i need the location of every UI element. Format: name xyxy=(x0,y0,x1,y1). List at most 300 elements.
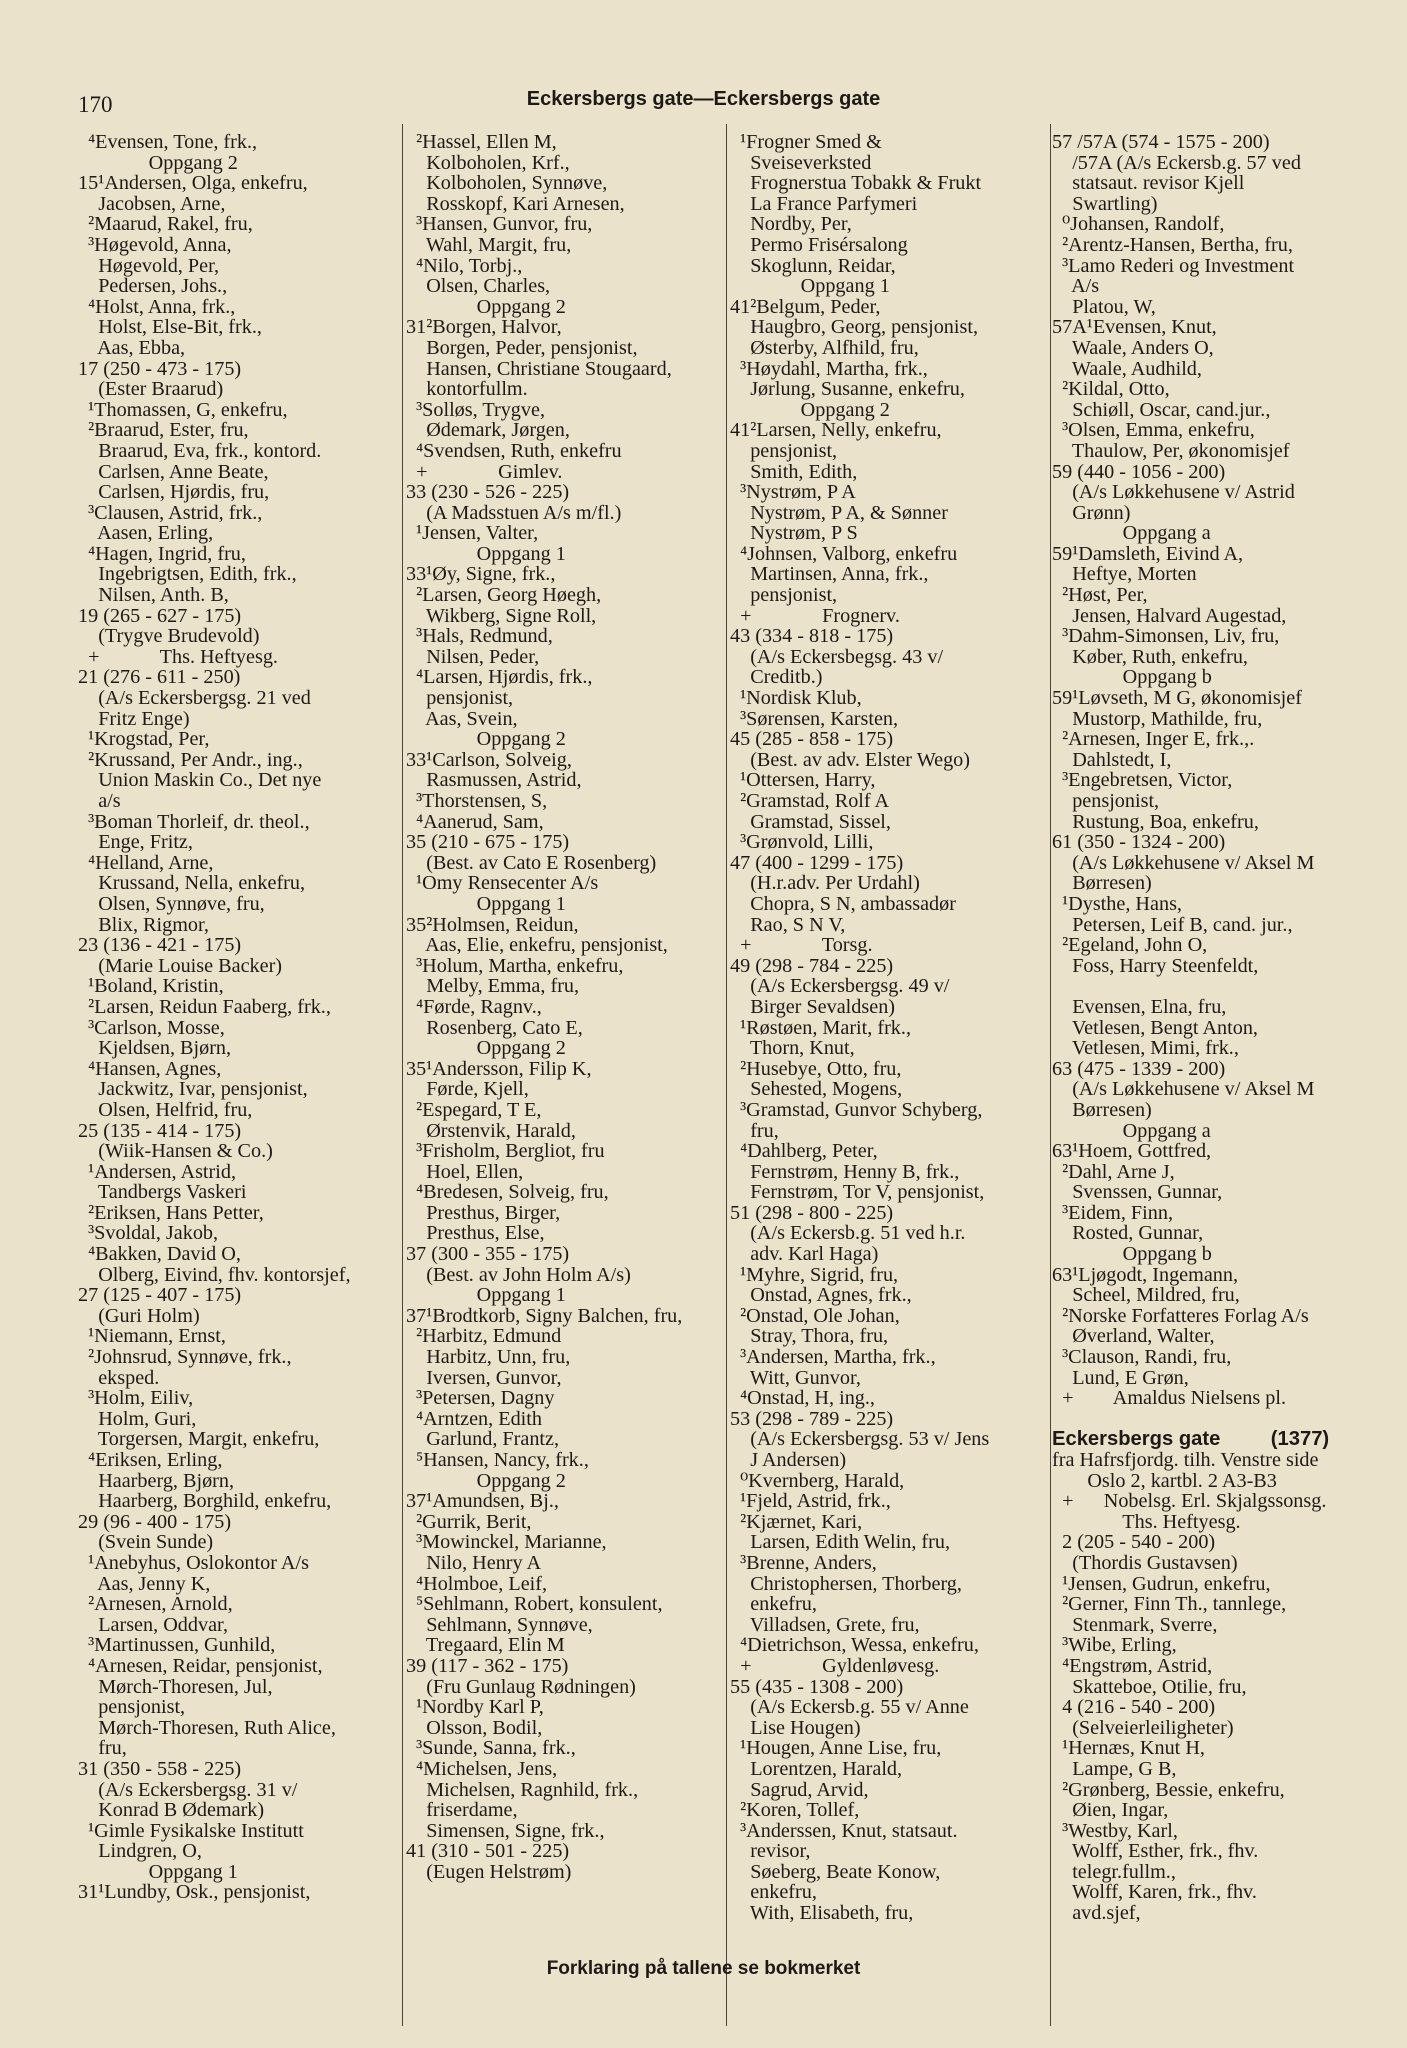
directory-entry-line: Heftye, Morten xyxy=(1052,563,1197,586)
directory-entry-line: ²Kildal, Otto, xyxy=(1052,378,1170,401)
directory-entry-line: ²Johnsrud, Synnøve, frk., xyxy=(78,1346,292,1369)
directory-entry-line: Oppgang 2 xyxy=(730,398,890,421)
directory-entry-line: Sveiseverksted xyxy=(730,151,872,174)
directory-entry-line: Førde, Kjell, xyxy=(406,1078,529,1101)
directory-entry-line: (A/s Eckersb.g. 55 v/ Anne xyxy=(730,1696,969,1719)
directory-entry-line: 41²Belgum, Peder, xyxy=(730,295,881,318)
directory-entry-line: ⁴Johnsen, Valborg, enkefru xyxy=(730,542,958,565)
directory-entry-line: (Fru Gunlaug Rødningen) xyxy=(406,1675,636,1698)
directory-entry-line: Creditb.) xyxy=(730,666,823,689)
directory-entry-line: Frognerstua Tobakk & Frukt xyxy=(730,172,982,195)
directory-entry-line: 59¹Damsleth, Eivind A, xyxy=(1052,542,1244,565)
directory-entry-line: Smith, Edith, xyxy=(730,460,858,483)
directory-entry-line: Mørch-Thoresen, Jul, xyxy=(78,1675,273,1698)
directory-entry-line: (Best. av adv. Elster Wego) xyxy=(730,748,971,771)
directory-entry-line: Nilo, Henry A xyxy=(406,1551,542,1574)
directory-entry-line: ⁴Dahlberg, Peter, xyxy=(730,1140,878,1163)
directory-entry-line: Tandbergs Vaskeri xyxy=(78,1181,247,1204)
directory-entry-line: Rao, S N V, xyxy=(730,913,846,936)
directory-entry-line: Chopra, S N, ambassadør xyxy=(730,892,956,915)
directory-entry-line: ³Holum, Martha, enkefru, xyxy=(406,954,624,977)
directory-entry-line: ³Solløs, Trygve, xyxy=(406,398,545,421)
directory-entry-line: 33 (230 - 526 - 225) xyxy=(406,481,570,504)
directory-entry-line: Wolff, Esther, frk., fhv. xyxy=(1052,1840,1259,1863)
directory-entry-line: ³Eidem, Finn, xyxy=(1052,1201,1174,1224)
directory-entry-line: Nilsen, Peder, xyxy=(406,645,540,668)
directory-entry-line: Lund, E Grøn, xyxy=(1052,1366,1189,1389)
directory-entry-line: ²Larsen, Georg Høegh, xyxy=(406,584,602,607)
directory-entry-line: ²Arnesen, Inger E, frk.,. xyxy=(1052,728,1255,751)
directory-entry-line: 63 (475 - 1339 - 200) xyxy=(1052,1057,1226,1080)
directory-entry-line: 35 (210 - 675 - 175) xyxy=(406,831,570,854)
directory-column xyxy=(78,132,351,1903)
directory-entry-line: ³Hansen, Gunvor, fru, xyxy=(406,213,593,236)
directory-entry-line: 31²Borgen, Halvor, xyxy=(406,316,562,339)
directory-entry-line: Børresen) xyxy=(1052,872,1152,895)
directory-entry-line: Borgen, Peder, pensjonist, xyxy=(406,336,638,359)
directory-entry-line: ¹Nordisk Klub, xyxy=(730,687,862,710)
directory-entry-line: (Wiik-Hansen & Co.) xyxy=(78,1140,273,1163)
directory-entry-line: 57 /57A (574 - 1575 - 200) xyxy=(1052,131,1270,153)
directory-entry-line: Jørlung, Susanne, enkefru, xyxy=(730,378,965,401)
directory-entry-line: fru, xyxy=(730,1119,779,1142)
directory-entry-line: Oppgang 2 xyxy=(78,151,238,174)
directory-entry-line: Onstad, Agnes, frk., xyxy=(730,1284,912,1307)
directory-entry-line: (A Madsstuen A/s m/fl.) xyxy=(406,501,622,524)
directory-entry-line: ³Brenne, Anders, xyxy=(730,1551,877,1574)
directory-entry-line: (A/s Eckersbergsg. 49 v/ xyxy=(730,975,950,998)
directory-entry-line: 17 (250 - 473 - 175) xyxy=(78,357,242,380)
directory-entry-line: ¹Krogstad, Per, xyxy=(78,728,210,751)
directory-entry-line: (A/s Løkkehusene v/ Aksel M xyxy=(1052,851,1315,874)
directory-entry-line: Lampe, G B, xyxy=(1052,1757,1177,1780)
directory-entry-line: Tregaard, Elin M xyxy=(406,1634,565,1657)
directory-entry-line: ¹Nordby Karl P, xyxy=(406,1696,544,1719)
directory-entry-line: enkefru, xyxy=(730,1881,817,1904)
directory-entry-line: 33¹Øy, Signe, frk., xyxy=(406,563,556,586)
directory-entry-line: statsaut. revisor Kjell xyxy=(1052,172,1245,195)
directory-entry-line: Eckersbergs gate (1377) xyxy=(1052,1428,1330,1451)
directory-entry-line: Olsen, Charles, xyxy=(406,275,551,298)
directory-entry-line: ³Hals, Redmund, xyxy=(406,625,553,648)
directory-entry-line: ¹Dysthe, Hans, xyxy=(1052,892,1182,915)
directory-entry-line: Østerby, Alfhild, fru, xyxy=(730,336,919,359)
directory-entry-line: + Amaldus Nielsens pl. xyxy=(1052,1387,1286,1410)
directory-entry-line: ²Norske Forfatteres Forlag A/s xyxy=(1052,1304,1309,1327)
directory-entry-line: (Eugen Helstrøm) xyxy=(406,1860,572,1883)
directory-entry-line: pensjonist, xyxy=(1052,790,1160,812)
directory-entry-line: ⁴Holst, Anna, frk., xyxy=(78,295,236,318)
directory-entry-line: ⁴Bredesen, Solveig, fru, xyxy=(406,1181,609,1204)
directory-entry-line: Konrad B Ødemark) xyxy=(78,1799,265,1822)
directory-entry-line: Mørch-Thoresen, Ruth Alice, xyxy=(78,1716,336,1739)
directory-entry-line: ³Høgevold, Anna, xyxy=(78,233,232,256)
directory-entry-line: Gramstad, Sissel, xyxy=(730,810,891,833)
directory-entry-line: Oppgang 1 xyxy=(78,1860,238,1883)
directory-entry-line: Fritz Enge) xyxy=(78,707,190,730)
directory-entry-line: ³Wibe, Erling, xyxy=(1052,1634,1177,1657)
directory-entry-line: ³Høydahl, Martha, frk., xyxy=(730,357,928,380)
directory-entry-line: Carlsen, Anne Beate, xyxy=(78,460,269,483)
directory-entry-line: ²Koren, Tollef, xyxy=(730,1799,860,1822)
directory-entry-line: Stray, Thora, fru, xyxy=(730,1325,889,1348)
directory-entry-line: Petersen, Leif B, cand. jur., xyxy=(1052,913,1293,936)
directory-entry-line: Dahlstedt, I, xyxy=(1052,748,1172,771)
directory-entry-line: 15¹Andersen, Olga, enkefru, xyxy=(78,172,308,195)
directory-entry-line: Haugbro, Georg, pensjonist, xyxy=(730,316,979,339)
directory-entry-line: ⁴Larsen, Hjørdis, frk., xyxy=(406,666,593,689)
directory-entry-line: ²Kjærnet, Kari, xyxy=(730,1510,863,1533)
directory-entry-line: Oslo 2, kartbl. 2 A3-B3 xyxy=(1052,1469,1277,1492)
directory-entry-line: ⁴Bakken, David O, xyxy=(78,1243,241,1266)
directory-entry-line: Øverland, Walter, xyxy=(1052,1325,1215,1348)
directory-column xyxy=(730,132,989,1924)
directory-entry-line: ²Espegard, T E, xyxy=(406,1098,542,1121)
directory-entry-line: Rosenberg, Cato E, xyxy=(406,1016,583,1039)
directory-entry-line: Ødemark, Jørgen, xyxy=(406,419,570,442)
directory-entry-line: Høgevold, Per, xyxy=(78,254,220,277)
directory-entry-line: Oppgang 2 xyxy=(406,295,566,318)
directory-entry-line: Simensen, Signe, frk., xyxy=(406,1819,605,1842)
directory-entry-line: (Best. av John Holm A/s) xyxy=(406,1263,631,1286)
directory-entry-line: Nystrøm, P A, & Sønner xyxy=(730,501,948,524)
directory-entry-line: ³Grønvold, Lilli, xyxy=(730,831,874,854)
directory-entry-line: 49 (298 - 784 - 225) xyxy=(730,954,894,977)
directory-entry-line: 31¹Lundby, Osk., pensjonist, xyxy=(78,1881,311,1904)
directory-entry-line: ⁴Eriksen, Erling, xyxy=(78,1449,223,1471)
directory-entry-line: ¹Jensen, Valter, xyxy=(406,522,539,545)
directory-entry-line: ²Eriksen, Hans Petter, xyxy=(78,1201,264,1224)
directory-entry-line: (A/s Eckersb.g. 51 ved h.r. xyxy=(730,1222,966,1245)
directory-entry-line: La France Parfymeri xyxy=(730,192,918,215)
directory-entry-line: ²Krussand, Per Andr., ing., xyxy=(78,748,303,771)
directory-entry-line: ¹Boland, Kristin, xyxy=(78,975,224,998)
directory-entry-line: ³Mowinckel, Marianne, xyxy=(406,1531,607,1554)
directory-entry-line: ⁵Hansen, Nancy, frk., xyxy=(406,1449,589,1471)
directory-entry-line: ⁴Holmboe, Leif, xyxy=(406,1572,548,1595)
directory-entry-line: ¹Niemann, Ernst, xyxy=(78,1325,226,1348)
directory-entry-line: ³Sørensen, Karsten, xyxy=(730,707,899,730)
directory-entry-line: ¹Frogner Smed & xyxy=(730,131,882,153)
directory-entry-line: (Svein Sunde) xyxy=(78,1531,214,1554)
directory-entry-line: ²Arentz-Hansen, Bertha, fru, xyxy=(1052,233,1293,256)
directory-entry-line: Aas, Ebba, xyxy=(78,336,186,359)
directory-entry-line: enkefru, xyxy=(730,1593,817,1616)
directory-entry-line: Michelsen, Ragnhild, frk., xyxy=(406,1778,639,1801)
directory-entry-line: Kjeldsen, Bjørn, xyxy=(78,1037,232,1060)
directory-entry-line: Enge, Fritz, xyxy=(78,831,193,854)
directory-entry-line: Grønn) xyxy=(1052,501,1131,524)
directory-entry-line: ¹Hougen, Anne Lise, fru, xyxy=(730,1737,942,1760)
directory-entry-line: ³Frisholm, Bergliot, fru xyxy=(406,1140,605,1163)
running-head: Eckersbergs gate—Eckersbergs gate xyxy=(526,88,881,110)
directory-entry-line: Aas, Jenny K, xyxy=(78,1572,211,1595)
directory-entry-line: 33¹Carlson, Solveig, xyxy=(406,748,572,771)
directory-entry-line: ³Petersen, Dagny xyxy=(406,1387,555,1410)
directory-entry-line: Schiøll, Oscar, cand.jur., xyxy=(1052,398,1271,421)
directory-entry-line: ²Gurrik, Berit, xyxy=(406,1510,532,1533)
directory-entry-line: Nystrøm, P S xyxy=(730,522,858,545)
directory-entry-line: Larsen, Edith Welin, fru, xyxy=(730,1531,951,1554)
directory-entry-line: 29 (96 - 400 - 175) xyxy=(78,1510,232,1533)
directory-entry-line: avd.sjef, xyxy=(1052,1902,1141,1925)
directory-entry-line: Aas, Svein, xyxy=(406,707,518,730)
directory-entry-line: 43 (334 - 818 - 175) xyxy=(730,625,894,648)
directory-entry-line: Oppgang b xyxy=(1052,1243,1212,1266)
directory-entry-line: 41²Larsen, Nelly, enkefru, xyxy=(730,419,942,442)
directory-entry-line: Birger Sevaldsen) xyxy=(730,995,896,1018)
directory-entry-line: Jensen, Halvard Augestad, xyxy=(1052,604,1287,627)
directory-entry-line: ¹Andersen, Astrid, xyxy=(78,1160,237,1183)
directory-entry-line: kontorfullm. xyxy=(406,378,528,401)
directory-entry-line: (A/s Eckersbergsg. 53 v/ Jens xyxy=(730,1428,990,1451)
directory-entry-line: Børresen) xyxy=(1052,1098,1152,1121)
directory-entry-line: Lorentzen, Harald, xyxy=(730,1757,903,1780)
directory-entry-line: 19 (265 - 627 - 175) xyxy=(78,604,242,627)
directory-entry-line: ³Anderssen, Knut, statsaut. xyxy=(730,1819,958,1842)
directory-entry-line: 55 (435 - 1308 - 200) xyxy=(730,1675,904,1698)
directory-entry-line: (H.r.adv. Per Urdahl) xyxy=(730,872,920,895)
directory-entry-line: Martinsen, Anna, frk., xyxy=(730,563,929,586)
directory-entry-line: Christophersen, Thorberg, xyxy=(730,1572,962,1595)
directory-entry-line: 47 (400 - 1299 - 175) xyxy=(730,851,904,874)
column-rule xyxy=(1050,124,1051,2026)
directory-entry-line: + Gimlev. xyxy=(406,460,563,483)
directory-entry-line: ³Clauson, Randi, fru, xyxy=(1052,1346,1232,1369)
directory-entry-line: pensjonist, xyxy=(730,439,838,462)
directory-entry-line: ⁴Hansen, Agnes, xyxy=(78,1057,222,1080)
directory-entry-line: friserdame, xyxy=(406,1799,518,1822)
directory-entry-line: Olberg, Eivind, fhv. kontorsjef, xyxy=(78,1263,351,1286)
directory-entry-line: ³Holm, Eiliv, xyxy=(78,1387,194,1410)
directory-entry-line: (Marie Louise Backer) xyxy=(78,954,283,977)
directory-entry-line: fru, xyxy=(78,1737,127,1760)
directory-entry-line: ¹Thomassen, G, enkefru, xyxy=(78,398,288,421)
directory-entry-line: Olsen, Synnøve, fru, xyxy=(78,892,265,915)
directory-entry-line: 45 (285 - 858 - 175) xyxy=(730,728,894,751)
directory-entry-line: ³Thorstensen, S, xyxy=(406,790,548,812)
directory-entry-line: ²Arnesen, Arnold, xyxy=(78,1593,233,1616)
directory-entry-line: ⁴Førde, Ragnv., xyxy=(406,995,542,1018)
directory-entry-line: Waale, Audhild, xyxy=(1052,357,1202,380)
directory-entry-line: Oppgang a xyxy=(1052,1119,1211,1142)
directory-entry-line: ³Martinussen, Gunhild, xyxy=(78,1634,276,1657)
directory-entry-line: Krussand, Nella, enkefru, xyxy=(78,872,306,895)
directory-entry-line: Holm, Guri, xyxy=(78,1407,197,1430)
directory-entry-line: ²Husebye, Otto, fru, xyxy=(730,1057,902,1080)
directory-entry-line: A/s xyxy=(1052,275,1100,298)
directory-entry-line: Sagrud, Arvid, xyxy=(730,1778,869,1801)
directory-entry-line: 57A¹Evensen, Knut, xyxy=(1052,316,1217,339)
directory-entry-line: (Trygve Brudevold) xyxy=(78,625,260,648)
directory-entry-line: Sehlmann, Synnøve, xyxy=(406,1613,593,1636)
directory-entry-line: 37 (300 - 355 - 175) xyxy=(406,1243,570,1266)
directory-entry-line: ³Westby, Karl, xyxy=(1052,1819,1178,1842)
directory-entry-line: Oppgang 2 xyxy=(406,1469,566,1492)
directory-entry-line: ¹Omy Rensecenter A/s xyxy=(406,872,599,895)
directory-entry-line: Ørstenvik, Harald, xyxy=(406,1119,576,1142)
directory-entry-line: ³Dahm-Simonsen, Liv, fru, xyxy=(1052,625,1280,648)
directory-entry-line: Garlund, Frantz, xyxy=(406,1428,560,1451)
directory-entry-line: ²Braarud, Ester, fru, xyxy=(78,419,249,442)
directory-entry-line: 21 (276 - 611 - 250) xyxy=(78,666,241,689)
directory-entry-line: (Thordis Gustavsen) xyxy=(1052,1551,1238,1574)
directory-entry-line: ²Egeland, John O, xyxy=(1052,934,1208,957)
directory-entry-line: Melby, Emma, fru, xyxy=(406,975,580,998)
directory-entry-line: Presthus, Else, xyxy=(406,1222,545,1245)
directory-entry-line: ⁰Kvernberg, Harald, xyxy=(730,1469,905,1492)
directory-entry-line: Søeberg, Beate Konow, xyxy=(730,1860,941,1883)
directory-entry-line: ²Harbitz, Edmund xyxy=(406,1325,562,1348)
directory-entry-line: (A/s Løkkehusene v/ Aksel M xyxy=(1052,1078,1315,1101)
directory-entry-line: 31 (350 - 558 - 225) xyxy=(78,1757,242,1780)
directory-entry-line: Skatteboe, Otilie, fru, xyxy=(1052,1675,1247,1698)
directory-entry-line: Fernstrøm, Henny B, frk., xyxy=(730,1160,960,1183)
directory-entry-line: Waale, Anders O, xyxy=(1052,336,1214,359)
directory-entry-line: ³Engebretsen, Victor, xyxy=(1052,769,1233,792)
directory-entry-line: ¹Myhre, Sigrid, fru, xyxy=(730,1263,899,1286)
directory-entry-line: pensjonist, xyxy=(406,687,514,710)
directory-entry-line: ³Clausen, Astrid, frk., xyxy=(78,501,263,524)
footer-note: Forklaring på tallene se bokmerket xyxy=(546,1958,861,1979)
directory-entry-line: ³Boman Thorleif, dr. theol., xyxy=(78,810,310,833)
directory-entry-line: ³Svoldal, Jakob, xyxy=(78,1222,219,1245)
directory-entry-line: + Ths. Heftyesg. xyxy=(78,645,278,668)
directory-entry-line: Kolboholen, Krf., xyxy=(406,151,570,174)
directory-entry-line: ⁴Aanerud, Sam, xyxy=(406,810,544,833)
directory-entry-line: Foss, Harry Steenfeldt, xyxy=(1052,954,1259,977)
directory-entry-line: Jackwitz, Ivar, pensjonist, xyxy=(78,1078,308,1101)
directory-entry-line: ⁴Engstrøm, Astrid, xyxy=(1052,1654,1213,1677)
directory-entry-line: Oppgang 1 xyxy=(406,542,566,565)
directory-entry-line: Evensen, Elna, fru, xyxy=(1052,995,1227,1018)
directory-entry-line: fra Hafrsfjordg. tilh. Venstre side xyxy=(1052,1449,1319,1471)
directory-entry-line: pensjonist, xyxy=(78,1696,186,1719)
directory-entry-line: (Ester Braarud) xyxy=(78,378,224,401)
directory-entry-line: Oppgang b xyxy=(1052,666,1212,689)
directory-entry-line: Svenssen, Gunnar, xyxy=(1052,1181,1223,1204)
directory-entry-line: ¹Hernæs, Knut H, xyxy=(1052,1737,1205,1760)
page-number: 170 xyxy=(78,92,113,117)
directory-entry-line: ⁴Dietrichson, Wessa, enkefru, xyxy=(730,1634,979,1657)
directory-entry-line: 63¹Hoem, Gottfred, xyxy=(1052,1140,1212,1163)
directory-entry-line: 39 (117 - 362 - 175) xyxy=(406,1654,569,1677)
directory-entry-line: ³Nystrøm, P A xyxy=(730,481,856,504)
directory-entry-line: telegr.fullm., xyxy=(1052,1860,1176,1883)
directory-entry-line: 27 (125 - 407 - 175) xyxy=(78,1284,242,1307)
directory-entry-line: ³Lamo Rederi og Investment xyxy=(1052,254,1295,277)
directory-entry-line: Thorn, Knut, xyxy=(730,1037,855,1060)
directory-entry-line: Oppgang a xyxy=(1052,522,1211,545)
directory-entry-line: Rustung, Boa, enkefru, xyxy=(1052,810,1259,833)
directory-entry-line: Øien, Ingar, xyxy=(1052,1799,1169,1822)
directory-entry-line: Fernstrøm, Tor V, pensjonist, xyxy=(730,1181,985,1204)
directory-entry-line: ⁴Svendsen, Ruth, enkefru xyxy=(406,439,622,462)
directory-entry-line: ⁴Arnesen, Reidar, pensjonist, xyxy=(78,1654,323,1677)
directory-entry-line: Carlsen, Hjørdis, fru, xyxy=(78,481,270,504)
directory-entry-line: Oppgang 1 xyxy=(406,1284,566,1307)
directory-entry-line: (A/s Eckersbegsg. 43 v/ xyxy=(730,645,944,668)
directory-entry-line: /57A (A/s Eckersb.g. 57 ved xyxy=(1052,151,1301,174)
directory-entry-line: + Torsg. xyxy=(730,934,873,957)
directory-entry-line: Jacobsen, Arne, xyxy=(78,192,226,215)
directory-entry-line: 25 (135 - 414 - 175) xyxy=(78,1119,242,1142)
directory-entry-line: Larsen, Oddvar, xyxy=(78,1613,228,1636)
directory-entry-line: 35²Holmsen, Reidun, xyxy=(406,913,579,936)
directory-entry-line: Swartling) xyxy=(1052,192,1158,215)
directory-entry-line: ⁴Onstad, H, ing., xyxy=(730,1387,875,1410)
directory-entry-line: ²Høst, Per, xyxy=(1052,584,1148,607)
directory-entry-line: ²Gerner, Finn Th., tannlege, xyxy=(1052,1593,1287,1616)
directory-entry-line: ¹Jensen, Gudrun, enkefru, xyxy=(1052,1572,1271,1595)
directory-entry-line: ²Hassel, Ellen M, xyxy=(406,131,557,153)
directory-entry-line: adv. Karl Haga) xyxy=(730,1243,879,1266)
directory-entry-line: Kolboholen, Synnøve, xyxy=(406,172,608,195)
directory-entry-line: Oppgang 1 xyxy=(406,892,566,915)
directory-entry-line: Aasen, Erling, xyxy=(78,522,214,545)
directory-entry-line: (A/s Eckersbergsg. 31 v/ xyxy=(78,1778,298,1801)
directory-entry-line: ¹Ottersen, Harry, xyxy=(730,769,876,792)
directory-entry-line: Wolff, Karen, frk., fhv. xyxy=(1052,1881,1257,1904)
directory-entry-line: Platou, W, xyxy=(1052,295,1156,318)
directory-entry-line: ⁰Johansen, Randolf, xyxy=(1052,213,1225,236)
directory-entry-line: 61 (350 - 1324 - 200) xyxy=(1052,831,1226,854)
directory-entry-line: Lindgren, O, xyxy=(78,1840,202,1863)
directory-entry-line: ²Larsen, Reidun Faaberg, frk., xyxy=(78,995,331,1018)
directory-entry-line: Oppgang 1 xyxy=(730,275,890,298)
directory-entry-line: Holst, Else-Bit, frk., xyxy=(78,316,262,339)
directory-entry-line: Torgersen, Margit, enkefru, xyxy=(78,1428,320,1451)
directory-entry-line: Olsson, Bodil, xyxy=(406,1716,543,1739)
directory-entry-line: 63¹Ljøgodt, Ingemann, xyxy=(1052,1263,1239,1286)
directory-entry-line: Scheel, Mildred, fru, xyxy=(1052,1284,1240,1307)
directory-entry-line: ¹Røstøen, Marit, frk., xyxy=(730,1016,911,1039)
directory-entry-line: Hoel, Ellen, xyxy=(406,1160,524,1183)
directory-entry-line: (Selveierleiligheter) xyxy=(1052,1716,1234,1739)
directory-entry-line: ²Gramstad, Rolf A xyxy=(730,790,890,812)
directory-entry-line: Harbitz, Unn, fru, xyxy=(406,1346,571,1369)
directory-entry-line: Wahl, Margit, fru, xyxy=(406,233,572,256)
directory-entry-line: ⁴Arntzen, Edith xyxy=(406,1407,542,1430)
directory-entry-line: Oppgang 2 xyxy=(406,1037,566,1060)
directory-entry-line: pensjonist, xyxy=(730,584,838,607)
directory-entry-line: Pedersen, Johs., xyxy=(78,275,228,298)
directory-entry-line: Rosted, Gunnar, xyxy=(1052,1222,1204,1245)
directory-entry-line: Mustorp, Mathilde, fru, xyxy=(1052,707,1263,730)
directory-entry-line: 59 (440 - 1056 - 200) xyxy=(1052,460,1226,483)
directory-entry-line: ¹Anebyhus, Oslokontor A/s xyxy=(78,1551,309,1574)
directory-entry-line: (A/s Eckersbergsg. 21 ved xyxy=(78,687,311,710)
directory-entry-line: Blix, Rigmor, xyxy=(78,913,209,936)
directory-entry-line: Vetlesen, Bengt Anton, xyxy=(1052,1016,1258,1039)
directory-entry-line: Wikberg, Signe Roll, xyxy=(406,604,597,627)
directory-entry-line: ⁴Hagen, Ingrid, fru, xyxy=(78,542,246,565)
directory-entry-line: J Andersen) xyxy=(730,1449,847,1471)
directory-entry-line: a/s xyxy=(78,790,121,812)
directory-entry-line: ²Grønberg, Bessie, enkefru, xyxy=(1052,1778,1285,1801)
directory-entry-line: ³Gramstad, Gunvor Schyberg, xyxy=(730,1098,983,1121)
directory-entry-line: (Guri Holm) xyxy=(78,1304,200,1327)
directory-entry-line: ²Maarud, Rakel, fru, xyxy=(78,213,253,236)
directory-entry-line: Presthus, Birger, xyxy=(406,1201,561,1224)
directory-entry-line: (A/s Løkkehusene v/ Astrid xyxy=(1052,481,1295,504)
directory-entry-line: ³Sunde, Sanna, frk., xyxy=(406,1737,576,1760)
directory-entry-line: ³Andersen, Martha, frk., xyxy=(730,1346,936,1369)
directory-entry-line: Thaulow, Per, økonomisjef xyxy=(1052,439,1290,462)
directory-entry-line: ³Carlson, Mosse, xyxy=(78,1016,225,1039)
directory-entry-line: Nilsen, Anth. B, xyxy=(78,584,229,607)
directory-entry-line: Vetlesen, Mimi, frk., xyxy=(1052,1037,1239,1060)
